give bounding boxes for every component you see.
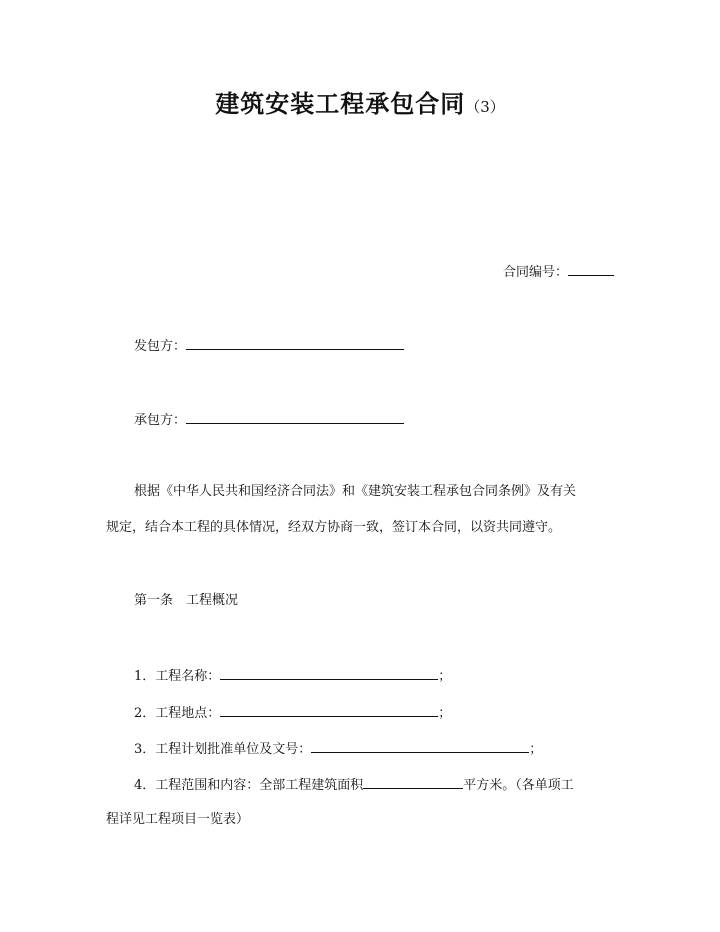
title-suffix: （3） (465, 98, 505, 116)
item-end: ； (529, 742, 543, 757)
item4-area-blank (363, 775, 463, 789)
preamble-line-2: 规定，结合本工程的具体情况，经双方协商一致，签订本合同，以资共同遵守。 (106, 520, 562, 535)
item-project-location (134, 703, 451, 723)
document-title (0, 84, 720, 119)
item-label: 3．工程计划批准单位及文号： (134, 742, 312, 757)
title-main: 建筑安装工程承包合同 (215, 89, 466, 118)
contractor-line (134, 410, 404, 430)
item-scope (134, 775, 574, 795)
item-end: ； (438, 706, 452, 721)
contractor-label: 承包方： (134, 413, 187, 428)
item4-prefix: 4．工程范围和内容：全部工程建筑面积 (134, 778, 364, 793)
employer-line (134, 336, 404, 356)
item-blank (220, 703, 438, 717)
employer-blank (186, 336, 404, 350)
item-end: ； (438, 669, 452, 684)
item-label: 1．工程名称： (134, 669, 221, 684)
item-blank (311, 739, 529, 753)
preamble-line-1: 根据《中华人民共和国经济合同法》和《建筑安装工程承包合同条例》及有关 (134, 484, 577, 499)
employer-label: 发包方： (134, 339, 187, 354)
item-project-name (134, 666, 451, 686)
contract-number-label: 合同编号： (502, 265, 568, 280)
item-blank (220, 666, 438, 680)
item4-continuation: 程详见工程项目一览表） (106, 812, 250, 827)
contractor-blank (186, 410, 404, 424)
item-approval-unit (134, 739, 542, 759)
item4-suffix: 平方米。（各单项工 (463, 778, 574, 793)
contract-number-line (503, 262, 614, 282)
article-1-heading: 第一条 工程概况 (134, 593, 239, 608)
item-label: 2．工程地点： (134, 706, 221, 721)
contract-number-blank (568, 262, 614, 276)
preamble-paragraph (106, 474, 618, 546)
